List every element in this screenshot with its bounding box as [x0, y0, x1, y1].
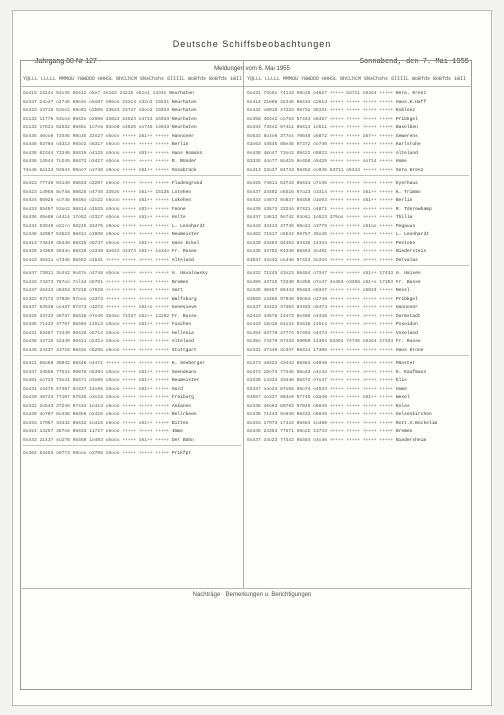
observation-row — [247, 411, 469, 420]
observation-code: 6o431 74o5o 74143 98o18 o4627 +++++ 63711 o5344 +++++ — [247, 91, 394, 96]
observation-row — [23, 403, 241, 412]
observation-row — [23, 141, 241, 150]
observation-code: 6o437 34o23 77443 98454 o4o46 +++++ +++++ +++++ +++++ — [247, 437, 394, 443]
observation-code: 6o434 53946 o21+o 56246 33475 o5ooo +++++ +++++ +++++ — [23, 223, 170, 229]
station-name: Home — [395, 159, 407, 164]
observation-row — [247, 270, 469, 279]
observation-block — [23, 450, 241, 459]
header-rule — [20, 86, 472, 87]
station-name: Voseland — [395, 330, 418, 336]
page-title: Deutsche Schiffsbeobachtungen — [172, 39, 332, 49]
station-name: H. Haisen — [395, 271, 421, 276]
observation-row — [23, 437, 241, 446]
observation-row — [23, 450, 241, 459]
observation-code: 6o358 46442 oo753 57444 o6457 +++++ +++++ +++++ +++++ — [247, 116, 394, 122]
station-name: Nessl — [395, 288, 410, 293]
observation-code: 63337 o4o33 87o56 96o74 o4533 +++++ +++++ +++++ +++++ — [247, 386, 394, 392]
observation-row — [247, 107, 469, 116]
observation-row — [247, 90, 469, 99]
station-name: Berlin — [171, 142, 189, 147]
station-name: Fr. Busse — [395, 279, 421, 285]
observation-code: 6o413 33o37 84743 98452 oo945 63711 o5344 +++++ +++++ — [247, 167, 394, 173]
station-name: Niedersheim — [395, 437, 427, 443]
station-name: Hans Krone — [395, 347, 424, 353]
observation-code: 6o345 46457 86443 95483 o6347 +++++ +++++ o5044 +++++ — [247, 288, 394, 293]
observation-code: 6o447 73011 3o442 9o47o o4748 o5ooo +++++ +++++ +++++ — [23, 271, 170, 276]
station-name: Imme — [171, 429, 183, 434]
observation-code: 6o432 71245 43o23 98484 o7347 +++++ +++++ o51++ 17433 — [247, 271, 394, 276]
station-name: Freiburg — [171, 395, 194, 400]
observation-row — [23, 386, 241, 395]
station-name: Neurhaten — [171, 108, 197, 113]
station-name: Wesel — [395, 395, 410, 400]
station-name: Hans Homann — [171, 150, 203, 156]
observation-row — [247, 279, 469, 288]
observation-code: 6o454 33778 47774 97494 o4474 +++++ +++++ +++++ +++++ — [247, 330, 394, 336]
observation-row — [23, 313, 241, 322]
station-name: L. Leonhardt — [395, 232, 429, 237]
observation-row — [247, 296, 469, 305]
observation-row — [247, 287, 469, 296]
observation-code: 6o349 33463 94453 93438 14334 +++++ +++++ +++++ +++++ — [247, 240, 394, 246]
station-name: K. Trimmo — [395, 189, 421, 195]
observation-row — [23, 240, 241, 249]
station-name: Fr. Russe — [395, 339, 421, 344]
station-name: Osnabrück — [171, 167, 197, 173]
station-name: Hans.K.Haff — [395, 99, 427, 105]
observation-row — [247, 403, 469, 412]
observation-row — [247, 150, 469, 159]
station-name: Bellrbeen — [171, 412, 197, 417]
observation-code: 6o434 73542 67411 98414 1o511 +++++ +++++ +++++ +++++ — [247, 125, 394, 130]
station-name: Fr. Busse — [171, 313, 197, 319]
station-name: Hans Eckel — [171, 240, 200, 246]
observation-code: 6o438 46o63 80793 97846 o6848 +++++ +++++ +++++ +++++ — [247, 403, 394, 409]
observation-row — [247, 180, 469, 189]
observation-code: 6o431 53467 71449 98418 o5714 o5ooo +++++ +++++ +++++ — [23, 330, 170, 336]
observation-code: 6o426 24369 4634o 98418 o3348 3o6z2 41373 o51++ 1434o — [23, 249, 170, 254]
station-name: Dervalas — [395, 257, 418, 263]
observation-code: 6o437 14612 9o742 93o61 1o523 375os +++++ +++++ +++++ — [247, 215, 394, 220]
observation-code: 6o336 71443 9o849 98433 o6848 +++++ +++++ +++++ +++++ — [247, 412, 394, 417]
observation-code: 6o446 63704 o4313 983o2 o8317 o5ooo +++++ +++++ +++++ — [23, 142, 170, 147]
observation-block — [23, 180, 241, 266]
report-date: Sonnabend, den 7. Mai 1955 — [359, 58, 469, 66]
station-name: Neurhaten — [171, 116, 197, 122]
station-name: Walfsburg — [171, 296, 197, 302]
observation-code: 6o437 34402 o5516 97o23 o3314 +++++ +++++ o51++ +++++ — [247, 189, 394, 195]
observation-code: 63338 14333 43448 98472 o7o47 +++++ +++++ +++++ +++++ — [247, 378, 394, 383]
observation-row — [247, 304, 469, 313]
observation-row — [247, 321, 469, 330]
observation-row — [23, 99, 241, 108]
observation-block — [247, 360, 469, 445]
station-name: Fuschen — [171, 322, 192, 327]
observation-row — [23, 214, 241, 223]
observation-code: 74o46 6a124 92644 98oo7 o1746 o5ooo +++++ o51++ +++++ — [23, 167, 170, 173]
observation-code: 6o349 4o767 6o438 98458 o2416 o5ooo +++++ +++++ +++++ — [23, 412, 170, 417]
observation-row — [247, 214, 469, 223]
observation-code: 6o435 46oo8 73445 98o35 33s27 o5ooo +++++ o51++ +++++ — [23, 133, 170, 139]
station-name: Pribkgel — [395, 116, 418, 122]
observation-row — [23, 360, 241, 369]
observation-code: 6o381 oo723 73o41 98471 o3o05 o5ooo +++++ o51++ +++++ — [23, 378, 170, 383]
observation-row — [247, 394, 469, 403]
observation-code: 6o424 14257 387o5 98433 11727 o5ooo +++++ +++++ +++++ — [23, 429, 170, 434]
station-name: Niederstein — [395, 249, 427, 254]
station-name: Der Bühn — [171, 437, 194, 443]
station-name: Pegauus — [395, 223, 416, 229]
station-name: K. Seeberger — [171, 361, 205, 366]
observation-code: 6o437 54538 oo437 97373 o3272 +++++ +++++ o51+o +++++ — [23, 305, 170, 310]
observation-row — [23, 304, 241, 313]
observation-code: 6o445 24353 77571 98o22 13743 +++++ +++++ +++++ +++++ — [247, 429, 394, 434]
observation-row — [23, 347, 241, 356]
station-name: Fr. Rusee — [171, 249, 197, 254]
station-name: Gewerens — [395, 133, 418, 139]
observation-row — [247, 240, 469, 249]
station-name: Neurhaten — [171, 125, 197, 130]
observation-row — [23, 223, 241, 232]
observation-row — [23, 180, 241, 189]
observation-code: 6o456 43735 73340 9o350 o7o47 4o463 o3368 o51+o 17353 — [247, 279, 394, 285]
station-name: Neurhaten — [169, 91, 194, 96]
observation-row — [247, 124, 469, 133]
observation-row — [247, 338, 469, 347]
station-name: Darmstadt — [395, 313, 421, 319]
observation-row — [23, 287, 241, 296]
observation-code: 6o434 65926 so745 9846o o2o22 o5ooo +++++ o51++ +++++ — [23, 198, 170, 203]
observation-code: 6o364 54463 o6773 98ooo o3708 o5ooo +++++ +++++ +++++ — [23, 451, 170, 456]
observation-code: 6o442 o8918 47233 98732 35331 +++++ +++++ +++++ +++++ — [247, 108, 394, 113]
station-name: Hellenia — [171, 330, 194, 336]
station-name: Fladengrund — [171, 181, 203, 186]
observation-row — [23, 279, 241, 288]
observation-row — [23, 411, 241, 420]
observation-code: 6o425 74611 63743 98431 o7o35 +++++ +++++ +++++ +++++ — [247, 181, 394, 186]
station-name: Rott.V.Bockelim — [395, 420, 438, 426]
station-name: Genevieve — [171, 305, 197, 310]
station-name: R. Bünder — [171, 159, 197, 164]
observation-row — [247, 99, 469, 108]
observation-code: 6o462 71517 o5534 96757 35o45 +++++ +++++ +++++ +++++ — [247, 232, 394, 237]
observation-row — [23, 377, 241, 386]
observation-code: 6o437 34566 77534 90878 o5394 o5ooo +++++ o51++ +++++ — [23, 369, 170, 375]
observation-row — [23, 420, 241, 429]
observation-row — [247, 189, 469, 198]
station-name: Fenne — [171, 206, 186, 212]
station-name: Seendeans — [171, 369, 197, 375]
observation-row — [247, 206, 469, 215]
observation-row — [23, 206, 241, 215]
observation-row — [247, 386, 469, 395]
observation-row — [247, 116, 469, 125]
observation-row — [23, 167, 241, 176]
observation-code: 63569 o4486 97949 99o84 o4748 +++++ +++++ +++++ +++++ — [247, 296, 394, 302]
observation-code: 6o436 62344 73346 98416 o4125 o5ooo +++++ o51++ +++++ — [23, 150, 170, 156]
observation-code: 6o374 16o73 77445 98o33 o4o43 +++++ +++++ +++++ +++++ — [247, 369, 394, 375]
observations-right — [247, 90, 469, 449]
observation-row — [23, 270, 241, 279]
observation-code: 6o347 44423 37463 93493 o5474 +++++ +++++ +++++ +++++ — [247, 305, 394, 310]
station-name: Home — [395, 386, 407, 392]
observation-code: 6o433 o4873 9o637 98458 o3o03 +++++ +++++ o51++ +++++ — [247, 198, 394, 203]
station-name: K. Kaufmann — [395, 369, 427, 375]
observation-block — [247, 270, 469, 356]
observation-row — [247, 248, 469, 257]
observation-block — [247, 90, 469, 176]
observation-row — [247, 313, 469, 322]
observation-row — [23, 107, 241, 116]
observation-code: 6o421 65o68 38942 98448 o4471 +++++ +++++ +++++ +++++ — [23, 361, 170, 366]
observation-code: 63557 oo337 964o9 97745 o3a46 +++++ +++++ o51++ +++++ — [247, 395, 394, 400]
station-name: Neumeister — [171, 232, 200, 237]
observation-code: 6o431 o4475 57367 9o437 14o56 o5ooo +++++ o51++ +++++ — [23, 386, 170, 392]
station-name: Karlsruhe — [395, 142, 421, 147]
observation-code: 6z332 57172 37936 97ooo o3373 +++++ +++++ +++++ +++++ — [23, 296, 170, 302]
observation-row — [247, 158, 469, 167]
observation-code: 6o426 34732 48737 98435 o7o46 354ao 71337 o5z++ 13282 — [23, 313, 170, 319]
observation-code: 6o443 18o16 81o34 93435 14514 +++++ +++++ +++++ +++++ — [247, 322, 394, 327]
station-name: Koblenz — [395, 108, 416, 113]
observation-row — [23, 189, 241, 198]
station-name: Altelund — [171, 339, 194, 344]
station-name: Pribkgel — [395, 296, 418, 302]
station-name: Münster — [395, 361, 416, 366]
observation-code: 6o532 8o4o6 377o4 70648 o6872 +++++ +++++ o57++ +++++ — [247, 133, 394, 139]
station-name: Bremen — [171, 279, 189, 285]
observation-row — [23, 197, 241, 206]
observation-code: 63335 44o77 8o415 9o458 o5428 +++++ +++++ oo714 +++++ — [247, 159, 394, 164]
observation-row — [247, 437, 469, 446]
station-name: Neurhaten — [171, 99, 197, 105]
observation-code: 6o436 43715 42449 98411 o2414 o5ooo +++++ +++++ +++++ — [23, 339, 170, 344]
observation-code: 6o433 17973 17443 98484 1o486 +++++ +++++ +++++ +++++ — [247, 420, 394, 426]
station-name: Koles — [395, 403, 410, 409]
observation-code: 6o433 17967 33442 98432 1o415 o5ooo +++++ o51++ +++++ — [23, 420, 170, 426]
observation-row — [247, 141, 469, 150]
observation-code: 6o436 45e08 o4414 17o52 o2327 o5ooo +++++ o51++ +++++ — [23, 215, 170, 220]
observation-code: 6o348 42967 53523 98411 o3808 o5ooo +++++ +++++ +++++ — [23, 232, 170, 237]
observation-block — [23, 270, 241, 356]
observation-row — [247, 257, 469, 266]
observation-code: 63433 44576 14473 9o489 o4448 +++++ +++++ +++++ +++++ — [247, 313, 394, 319]
observation-row — [23, 428, 241, 437]
station-name: Thilla — [395, 215, 413, 220]
observation-code: 6o373 o8423 43443 98484 o4948 +++++ +++++ +++++ +++++ — [247, 361, 394, 366]
observation-code: 6o433 55467 53oo2 98414 o1525 o5ooo +++++ o51++ +++++ — [23, 206, 170, 212]
observation-row — [23, 257, 241, 266]
station-name: Lotehen — [171, 189, 192, 195]
observation-code: 6o439 48733 77107 97535 o3o18 o5ooo +++++ +++++ +++++ — [23, 395, 170, 400]
observation-code: 6o423 14956 8o748 98628 o4745 3353o +++++ o51++ 15136 — [23, 189, 170, 195]
observation-row — [23, 248, 241, 257]
observation-code: 6o414 21806 32345 98434 o2613 +++++ +++++ +++++ +++++ — [247, 99, 394, 105]
observation-row — [23, 321, 241, 330]
observation-code: 6o443 46311 o7345 98482 o1531 +++++ +++++ +++++ +++++ — [23, 257, 170, 263]
meldungen-date: Meldungen vom 6. Mai 1955 — [214, 66, 290, 72]
observation-block — [247, 180, 469, 266]
station-name: Hurd — [171, 386, 183, 392]
observation-code: 6o423 13715 53oo2 98o01 o2b05 23523 24747 o5oo3 15033 — [23, 108, 170, 113]
observation-row — [247, 428, 469, 437]
observation-code: 6o433 21437 4o278 98450 1o403 o5ooo +++++ o51++ +++++ — [23, 437, 170, 443]
station-name: Gelsenkirchen — [395, 412, 432, 417]
observation-row — [247, 231, 469, 240]
station-name: Stuttgart — [171, 347, 197, 353]
observation-code: 6o414 74649 45449 98415 o5747 o5ooo +++++ o51++ +++++ — [23, 240, 170, 246]
station-name: Hannover — [171, 133, 194, 139]
station-name: R. Tderewhamp — [395, 206, 432, 212]
station-name: Elis — [395, 378, 407, 383]
observation-row — [23, 296, 241, 305]
observation-block — [23, 90, 241, 176]
issue-number: Jahrgang 80 Nr 127 — [35, 58, 97, 65]
observation-row — [247, 167, 469, 176]
station-name: Holte — [171, 215, 186, 220]
observation-code: 6o437 24o47 o2745 98e3o o5o07 o05oo 24314 o32oI 15531 — [23, 99, 170, 105]
observation-code: 6o432 2o543 37249 97434 1o413 o5ooo +++++ +++++ +++++ — [23, 403, 170, 409]
observation-row — [23, 231, 241, 240]
observation-code: 6o438 14544 7o245 98472 o3427 o5ooo +++++ +++++ +++++ — [23, 159, 170, 164]
observation-row — [247, 330, 469, 339]
nachtrage-rule — [20, 588, 472, 589]
observation-code: 63o63 44545 88e45 97372 oo746 +++++ +++++ +++++ +++++ — [247, 142, 394, 147]
observation-row — [23, 150, 241, 159]
observation-row — [23, 116, 241, 125]
observation-code: 6o435 71432 37757 98404 11513 o5ooo +++++ o51++ +++++ — [23, 322, 170, 327]
column-divider — [243, 60, 244, 588]
observation-code: 6o438 48o47 73oo2 98422 o5023 +++++ +++++ +++++ +++++ — [247, 150, 394, 156]
column-header-left: YQLLL LLLLL MMMUU YWWDDD HHHSL NhCLhCM 8NsChshs 0IIIIL WoBfds WoBfds 1WII — [23, 76, 243, 82]
station-name: Berlin — [395, 198, 413, 203]
observation-code: 6o132 17621 52532 9845o 1o7o5 03oo0 o4626 oo745 14943 — [23, 125, 170, 130]
station-name: L. Leonhardt — [171, 223, 205, 229]
observation-row — [23, 330, 241, 339]
observation-code: 63537 44o42 oo446 97423 3o334 +++++ +++++ +++++ +++++ — [247, 257, 394, 263]
station-name: Eyerhaus — [395, 181, 418, 186]
station-name: Prikfpt — [171, 451, 192, 456]
observation-row — [247, 369, 469, 378]
observation-row — [23, 338, 241, 347]
station-name: Altelund — [171, 257, 194, 263]
observation-code: 6o132 11776 53oo4 9842o o2608 33623 24524 o4713 15033 — [23, 116, 170, 122]
observation-code: 6o335 33752 64349 98454 3o481 +++++ +++++ +++++ +++++ — [247, 249, 394, 254]
station-name: Rera. Krenz — [395, 91, 427, 96]
observation-code: 6o423 77746 63149 98633 o2207 o5ooo +++++ +++++ +++++ — [23, 181, 170, 186]
station-name: H. Hasalowsky — [171, 271, 208, 276]
observation-row — [23, 124, 241, 133]
station-name: Amrt — [171, 288, 183, 293]
observation-row — [247, 360, 469, 369]
observation-row — [247, 197, 469, 206]
observation-code: 6o446 24437 43716 9843o o5255 o5ooo +++++ +++++ +++++ — [23, 347, 170, 353]
observation-row — [23, 133, 241, 142]
observation-row — [23, 158, 241, 167]
observations-left — [23, 90, 241, 463]
observation-row — [247, 223, 469, 232]
observation-code: 6o35o 73479 97433 98058 14394 53454 74735 o5344 17334 — [247, 339, 394, 344]
observation-row — [247, 420, 469, 429]
station-name: Poseidon — [395, 322, 418, 327]
station-name: Bitten — [171, 420, 189, 426]
observation-row — [23, 394, 241, 403]
observation-row — [247, 347, 469, 356]
observation-row — [23, 369, 241, 378]
observation-code: 6o443 43413 47749 98o31 o3779 +++++ +++++ o51oo +++++ — [247, 223, 394, 229]
column-header-right: YQLLL LLLLL MMMUU YWWDDD HHHSL NhCLhCM 8NsChshs 0IIIIL WoBfds WoBfds 1WII — [247, 76, 467, 82]
observation-code: 6o431 47346 3o347 98414 17306 +++++ +++++ +++++ +++++ — [247, 347, 394, 353]
observation-code: 6o416 2314o 52o45 86412 o5o7 3o163 24215 o51o1 1434o — [23, 91, 167, 96]
observation-code: 6o437 o5413 o6453 97218 o7628 +++++ +++++ +++++ +++++ — [23, 288, 170, 293]
station-name: Hannover — [395, 305, 418, 310]
observation-row — [247, 377, 469, 386]
station-name: Ankanen — [171, 403, 192, 409]
observation-row — [247, 133, 469, 142]
observation-code: 6o436 43573 33244 97421 o4871 +++++ +++++ +++++ +++++ — [247, 206, 394, 212]
station-name: Bremen — [395, 429, 413, 434]
station-name: Pestone — [395, 240, 416, 246]
observation-row — [23, 90, 241, 99]
station-name: Sera Krenz — [395, 167, 424, 173]
nachtrage-label: Nachträge · Bemerkungen u. Berichtigungen — [192, 592, 312, 598]
observation-code: 6o433 74373 787oo 7ol34 o5761 +++++ +++++ +++++ +++++ — [23, 279, 170, 285]
station-name: Lokehen — [171, 198, 192, 203]
station-name: Altelund — [395, 150, 418, 156]
observation-block — [23, 360, 241, 446]
station-name: Neumeister — [171, 378, 200, 383]
station-name: Baselben — [395, 125, 418, 130]
